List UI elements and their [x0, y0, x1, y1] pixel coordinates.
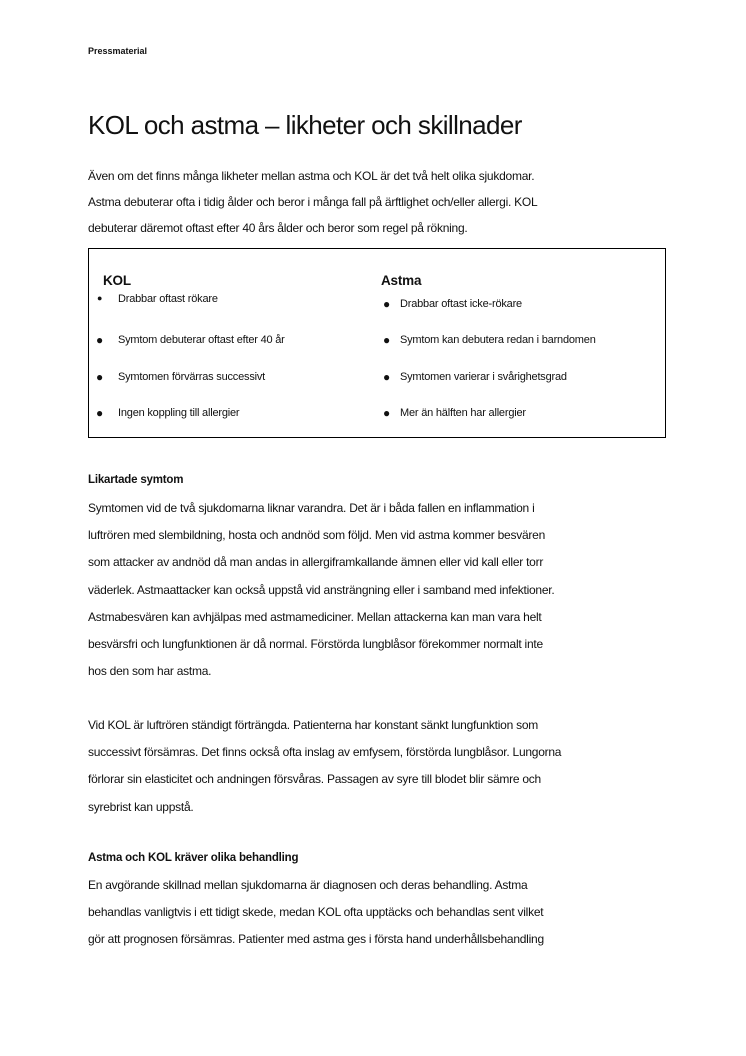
- text-line: väderlek. Astmaattacker kan också uppstå vid ansträngning eller i samband med infektioner.: [88, 582, 555, 597]
- text-line: Astmabesvären kan avhjälpas med astmamediciner. Mellan attackerna kan man vara helt: [88, 609, 542, 624]
- text-line: syrebrist kan uppstå.: [88, 799, 194, 814]
- list-item: [383, 333, 596, 347]
- paragraph: [88, 495, 554, 685]
- astma-heading: Astma: [381, 273, 422, 288]
- kol-column: [103, 273, 131, 288]
- bullet-icon: ●: [96, 333, 104, 347]
- item-text: Drabbar oftast rökare: [118, 293, 218, 305]
- text-line: debuterar däremot oftast efter 40 års ålder och beror som regel på rökning.: [88, 221, 468, 235]
- text-line: Symtomen vid de två sjukdomarna liknar varandra. Det är i båda fallen en inflammation i: [88, 501, 535, 515]
- text-line: gör att prognosen försämras. Patienter med astma ges i första hand underhållsbehandling: [88, 932, 544, 947]
- text-line: Astma debuterar ofta i tidig ålder och beror i många fall på ärftlighet och/eller allergi. KOL: [88, 195, 538, 209]
- item-text: Symtom debuterar oftast efter 40 år: [118, 334, 285, 346]
- bullet-icon: ●: [96, 370, 104, 384]
- list-item: [97, 293, 218, 305]
- text-line: besvärsfri och lungfunktionen är då normal. Förstörda lungblåsor förekommer normalt inte: [88, 637, 543, 652]
- paragraph: [88, 712, 561, 821]
- item-text: Drabbar oftast icke-rökare: [400, 298, 522, 310]
- bullet-icon: ●: [96, 406, 104, 420]
- bullet-icon: ●: [383, 333, 391, 347]
- list-item: [383, 406, 526, 420]
- item-text: Symtom kan debutera redan i barndomen: [400, 334, 596, 346]
- item-text: Ingen koppling till allergier: [118, 407, 240, 419]
- list-item: [96, 370, 266, 384]
- bullet-icon: ●: [383, 297, 391, 311]
- list-item: [96, 406, 240, 420]
- text-line: hos den som har astma.: [88, 664, 212, 679]
- paragraph: [88, 872, 544, 954]
- item-text: Mer än hälften har allergier: [400, 407, 526, 419]
- list-item: [383, 370, 567, 384]
- page-title: KOL och astma – likheter och skillnader: [88, 110, 522, 140]
- section-heading: Astma och KOL kräver olika behandling: [88, 852, 299, 864]
- astma-column: [381, 273, 421, 288]
- list-item: [96, 333, 285, 347]
- intro-paragraph: [88, 163, 537, 241]
- text-line: som attacker av andnöd då man andas in allergiframkallande ämnen eller vid kall eller torr: [88, 555, 544, 570]
- item-text: Symtomen förvärras successivt: [118, 371, 266, 383]
- item-text: Symtomen varierar i svårighetsgrad: [400, 371, 567, 383]
- press-label: Pressmaterial: [88, 46, 148, 56]
- kol-heading: KOL: [103, 273, 131, 288]
- bullet-icon: ●: [383, 370, 391, 384]
- text-line: successivt försämras. Det finns också ofta inslag av emfysem, förstörda lungblåsor. Lungorna: [88, 745, 562, 760]
- bullet-icon: ●: [383, 406, 391, 420]
- bullet-icon: ●: [97, 293, 103, 303]
- comparison-box: [88, 248, 666, 438]
- list-item: [383, 297, 522, 311]
- text-line: Vid KOL är luftrören ständigt förträngda. Patienterna har konstant sänkt lungfunktion som: [88, 718, 539, 732]
- text-line: behandlas vanligtvis i ett tidigt skede, medan KOL ofta upptäcks och behandlas sent vilket: [88, 905, 544, 920]
- text-line: förlorar sin elasticitet och andningen försvåras. Passagen av syre till blodet blir sämre och: [88, 772, 541, 787]
- text-line: En avgörande skillnad mellan sjukdomarna är diagnosen och deras behandling. Astma: [88, 878, 528, 892]
- text-line: luftrören med slembildning, hosta och andnöd som följd. Men vid astma kommer besvären: [88, 528, 545, 543]
- text-line: Även om det finns många likheter mellan astma och KOL är det två helt olika sjukdomar.: [88, 169, 535, 183]
- section-heading: Likartade symtom: [88, 474, 184, 486]
